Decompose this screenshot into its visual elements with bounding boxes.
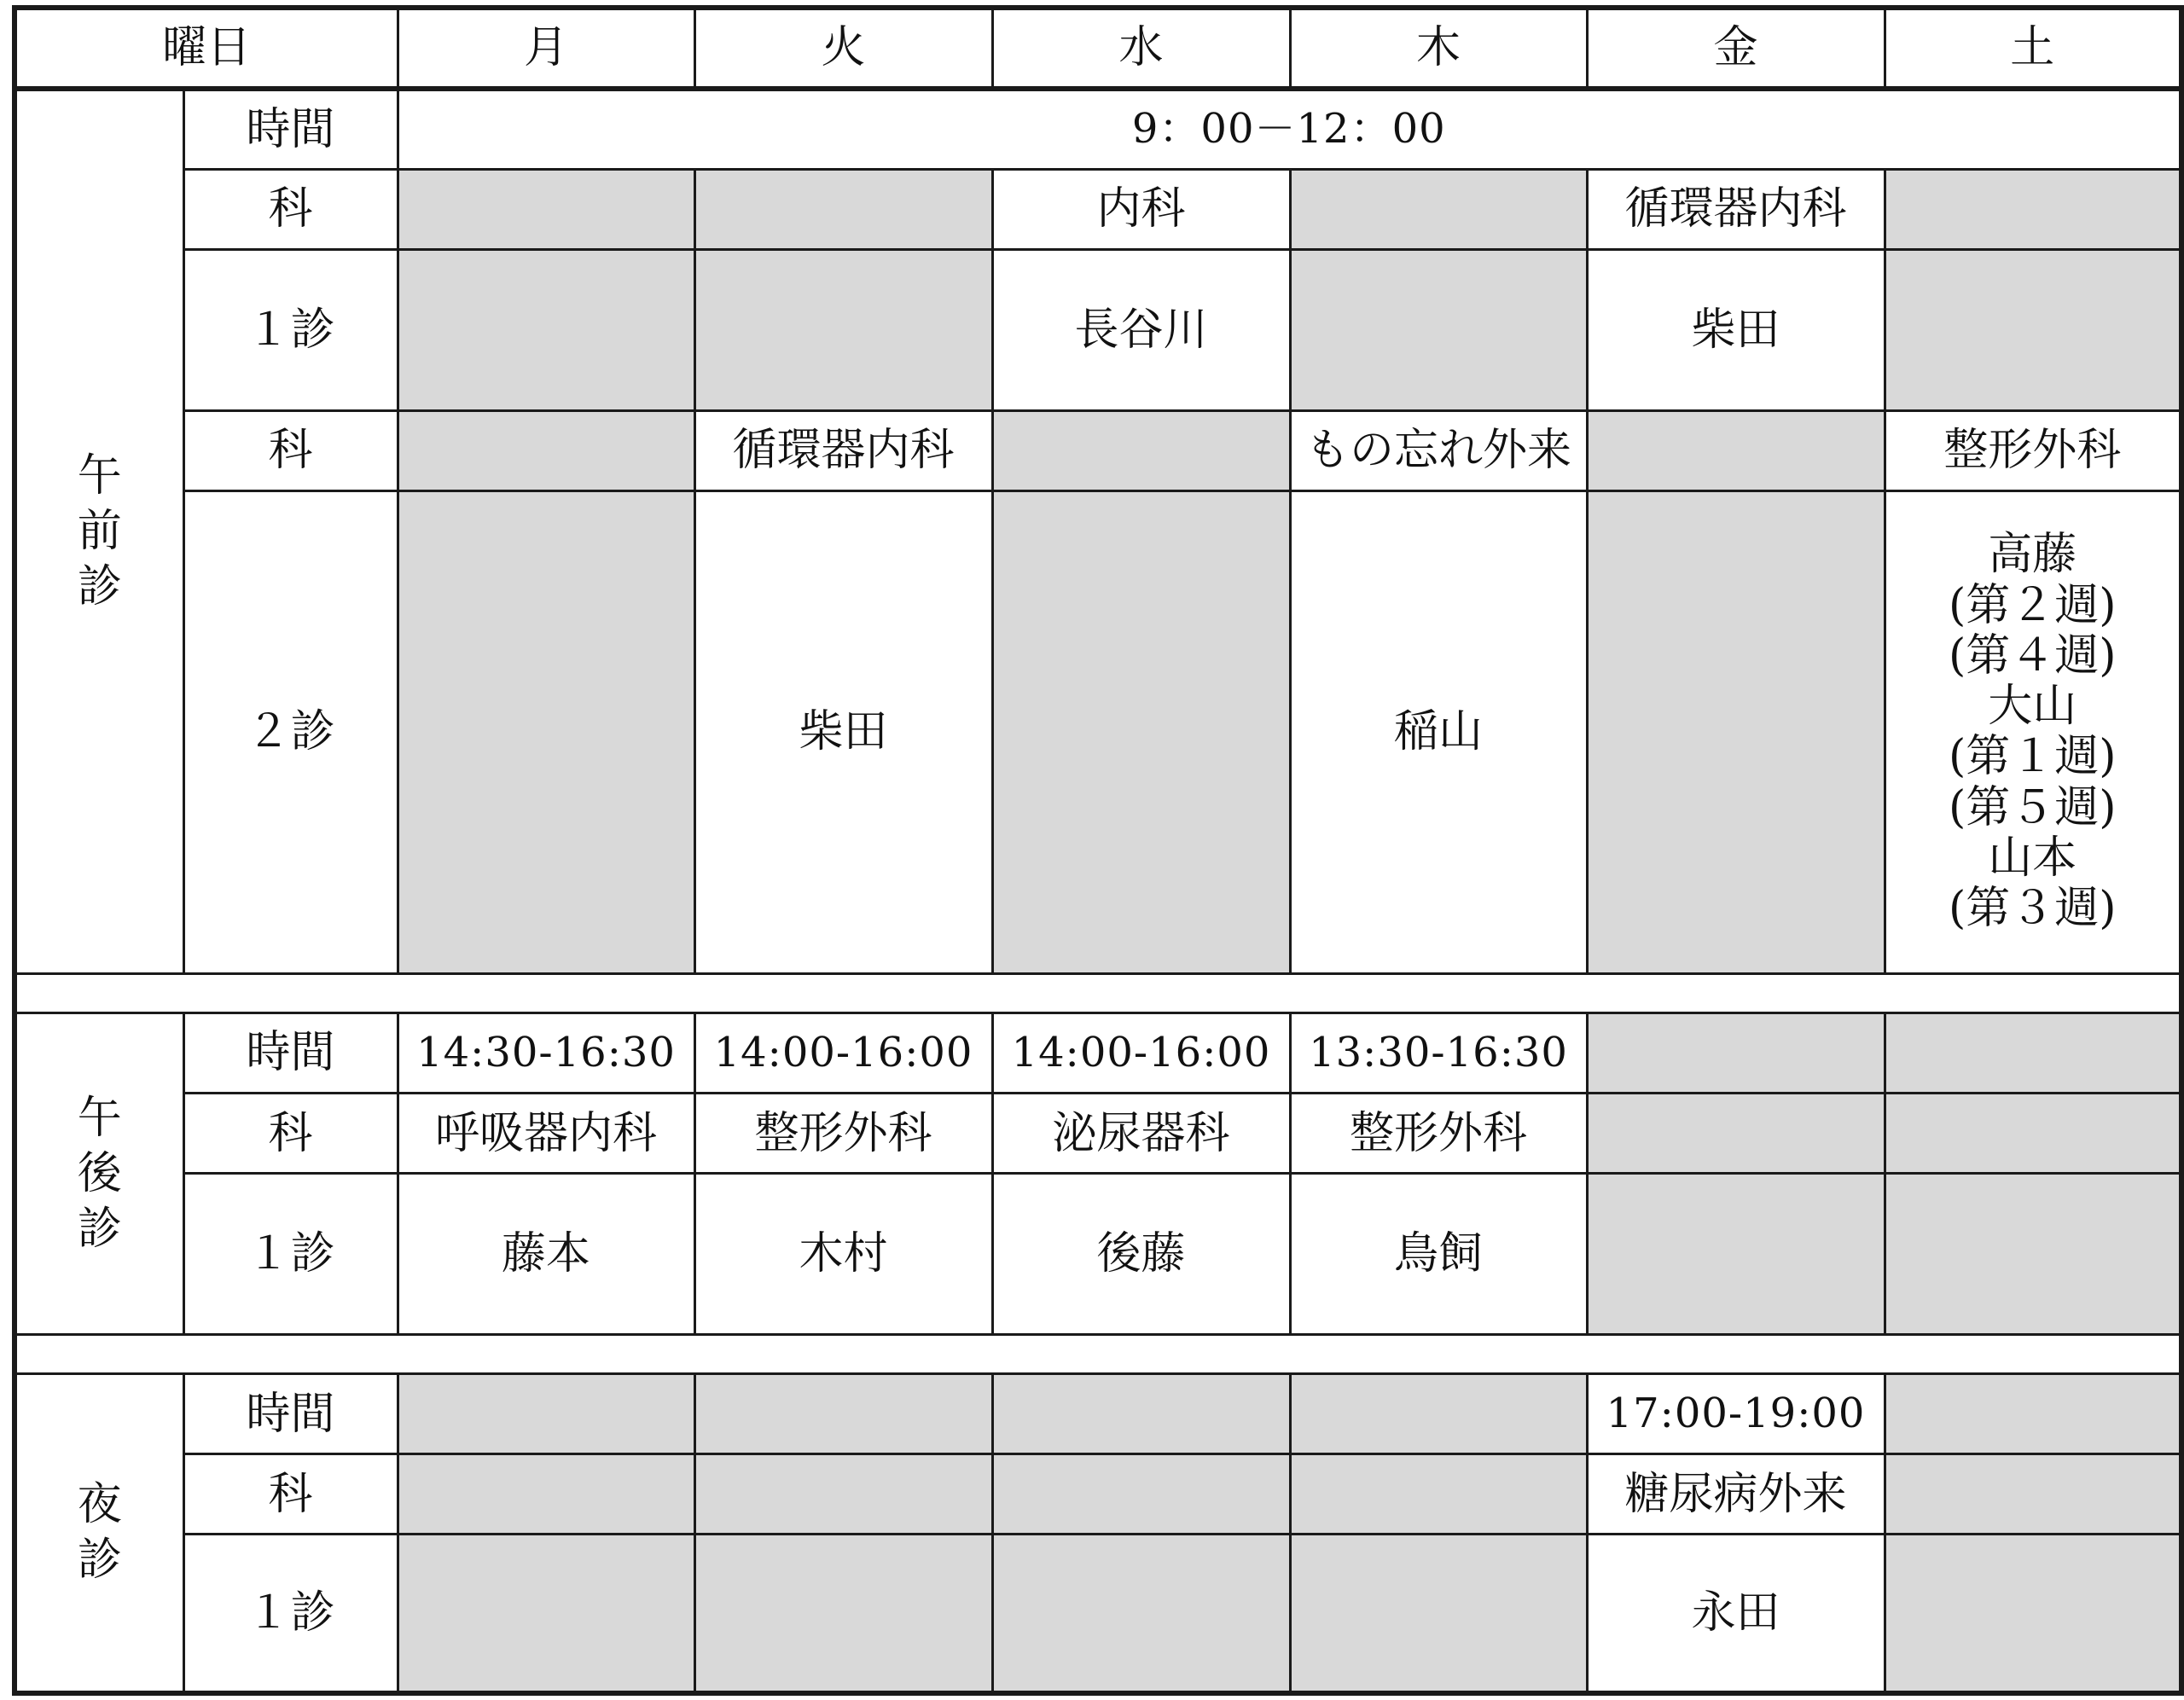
evening-time-tue [694, 1374, 992, 1454]
sat-doctor-line: 大山 [1988, 681, 2077, 733]
afternoon-dept-fri [1587, 1094, 1885, 1174]
morning-section-label [15, 89, 183, 974]
day-header-thu: 木 [1290, 8, 1587, 89]
evening-time-mon [398, 1374, 694, 1454]
sat-week-line: (第５週) [1948, 781, 2117, 833]
evening-dept-mon [398, 1454, 694, 1535]
section-label-char: 診 [77, 1535, 122, 1587]
evening-time-row [15, 1374, 2181, 1454]
evening-dept-label: 科 [183, 1454, 398, 1535]
morning-room2-dept-mon [398, 410, 694, 490]
day-header-sat: 土 [1885, 8, 2181, 89]
morning-section-text [17, 449, 183, 615]
morning-time-label: 時間 [183, 89, 398, 169]
section-label-char: 後 [77, 1147, 122, 1199]
sat-week-line: (第３週) [1948, 883, 2117, 935]
morning-room2-doctor-fri [1587, 490, 1885, 973]
spacer-cell [15, 1335, 2181, 1374]
morning-room1-doctor-wed: 長谷川 [992, 249, 1290, 410]
morning-time-value: 9：00－12：00 [398, 89, 2181, 169]
evening-time-label: 時間 [183, 1374, 398, 1454]
section-label-char: 診 [77, 1203, 122, 1255]
section-label-char: 前 [77, 506, 122, 558]
afternoon-time-tue: 14:00-16:00 [694, 1013, 992, 1094]
evening-doctor-thu [1290, 1535, 1587, 1693]
afternoon-time-mon: 14:30-16:30 [398, 1013, 694, 1094]
evening-doctor-fri: 永田 [1587, 1535, 1885, 1693]
morning-room2-dept-label: 科 [183, 410, 398, 490]
morning-room1-dept-row [15, 169, 2181, 249]
evening-dept-tue [694, 1454, 992, 1535]
morning-room2-doctor-tue: 柴田 [694, 490, 992, 973]
morning-room2-dept-tue: 循環器内科 [694, 410, 992, 490]
morning-room1-dept-thu [1290, 169, 1587, 249]
afternoon-time-sat [1885, 1013, 2181, 1094]
afternoon-section-label [15, 1013, 183, 1335]
evening-doctor-tue [694, 1535, 992, 1693]
morning-room1-label: １診 [183, 249, 398, 410]
morning-room1-dept-fri: 循環器内科 [1587, 169, 1885, 249]
afternoon-time-fri [1587, 1013, 1885, 1094]
evening-section-label [15, 1374, 183, 1693]
section-spacer [15, 974, 2181, 1013]
morning-room2-dept-thu: もの忘れ外来 [1290, 410, 1587, 490]
afternoon-dept-tue: 整形外科 [694, 1094, 992, 1174]
section-label-char: 午 [77, 450, 122, 502]
afternoon-doctor-wed: 後藤 [992, 1174, 1290, 1335]
evening-dept-wed [992, 1454, 1290, 1535]
sat-week-line: (第２週) [1948, 579, 2117, 631]
afternoon-time-row [15, 1013, 2181, 1094]
evening-doctor-wed [992, 1535, 1290, 1693]
morning-room1-doctor-tue [694, 249, 992, 410]
clinic-schedule-table [12, 5, 2184, 1696]
morning-room1-dept-tue [694, 169, 992, 249]
evening-time-wed [992, 1374, 1290, 1454]
morning-room1-doctor-mon [398, 249, 694, 410]
morning-room2-dept-sat: 整形外科 [1885, 410, 2181, 490]
morning-room2-doctor-sat [1885, 490, 2181, 973]
sat-doctor-line: 山本 [1988, 832, 2077, 884]
morning-room1-doctor-sat [1885, 249, 2181, 410]
morning-room1-dept-sat [1885, 169, 2181, 249]
morning-room2-dept-row [15, 410, 2181, 490]
morning-room1-dept-wed: 内科 [992, 169, 1290, 249]
spacer-cell [15, 974, 2181, 1013]
morning-room1-doctor-thu [1290, 249, 1587, 410]
morning-room1-dept-label: 科 [183, 169, 398, 249]
afternoon-section-text [17, 1091, 183, 1257]
afternoon-doctor-thu: 鳥飼 [1290, 1174, 1587, 1335]
evening-dept-row [15, 1454, 2181, 1535]
evening-section-text [17, 1477, 183, 1588]
morning-room1-dept-mon [398, 169, 694, 249]
evening-time-fri: 17:00-19:00 [1587, 1374, 1885, 1454]
morning-room2-doctor-wed [992, 490, 1290, 973]
afternoon-dept-wed: 泌尿器科 [992, 1094, 1290, 1174]
afternoon-dept-mon: 呼吸器内科 [398, 1094, 694, 1174]
morning-room2-doctor-mon [398, 490, 694, 973]
afternoon-doctor-fri [1587, 1174, 1885, 1335]
day-header-wed: 水 [992, 8, 1290, 89]
section-label-char: 診 [77, 561, 122, 613]
section-label-char: 夜 [77, 1479, 122, 1531]
evening-dept-thu [1290, 1454, 1587, 1535]
sat-week-line: (第４週) [1948, 630, 2117, 682]
afternoon-dept-row [15, 1094, 2181, 1174]
afternoon-doctor-tue: 木村 [694, 1174, 992, 1335]
evening-room1-label: １診 [183, 1535, 398, 1693]
morning-room2-doctor-row [15, 490, 2181, 973]
afternoon-doctor-sat [1885, 1174, 2181, 1335]
evening-doctor-row [15, 1535, 2181, 1693]
morning-room1-doctor-row [15, 249, 2181, 410]
section-label-char: 午 [77, 1092, 122, 1144]
evening-doctor-mon [398, 1535, 694, 1693]
evening-dept-sat [1885, 1454, 2181, 1535]
afternoon-doctor-mon: 藤本 [398, 1174, 694, 1335]
morning-room2-dept-wed [992, 410, 1290, 490]
evening-doctor-sat [1885, 1535, 2181, 1693]
afternoon-time-label: 時間 [183, 1013, 398, 1094]
day-header-mon: 月 [398, 8, 694, 89]
afternoon-dept-sat [1885, 1094, 2181, 1174]
afternoon-dept-label: 科 [183, 1094, 398, 1174]
morning-room1-doctor-fri: 柴田 [1587, 249, 1885, 410]
morning-room2-dept-fri [1587, 410, 1885, 490]
morning-time-row [15, 89, 2181, 169]
evening-time-thu [1290, 1374, 1587, 1454]
afternoon-dept-thu: 整形外科 [1290, 1094, 1587, 1174]
section-spacer [15, 1335, 2181, 1374]
day-header-tue: 火 [694, 8, 992, 89]
day-header-fri: 金 [1587, 8, 1885, 89]
morning-room2-label: ２診 [183, 490, 398, 973]
afternoon-time-thu: 13:30-16:30 [1290, 1013, 1587, 1094]
afternoon-room1-label: １診 [183, 1174, 398, 1335]
evening-dept-fri: 糖尿病外来 [1587, 1454, 1885, 1535]
sat-week-line: (第１週) [1948, 731, 2117, 783]
evening-time-sat [1885, 1374, 2181, 1454]
afternoon-doctor-row [15, 1174, 2181, 1335]
afternoon-time-wed: 14:00-16:00 [992, 1013, 1290, 1094]
header-row [15, 8, 2181, 89]
day-label-header: 曜日 [15, 8, 398, 89]
sat-doctor-line: 高藤 [1988, 529, 2077, 581]
morning-room2-doctor-thu: 稲山 [1290, 490, 1587, 973]
